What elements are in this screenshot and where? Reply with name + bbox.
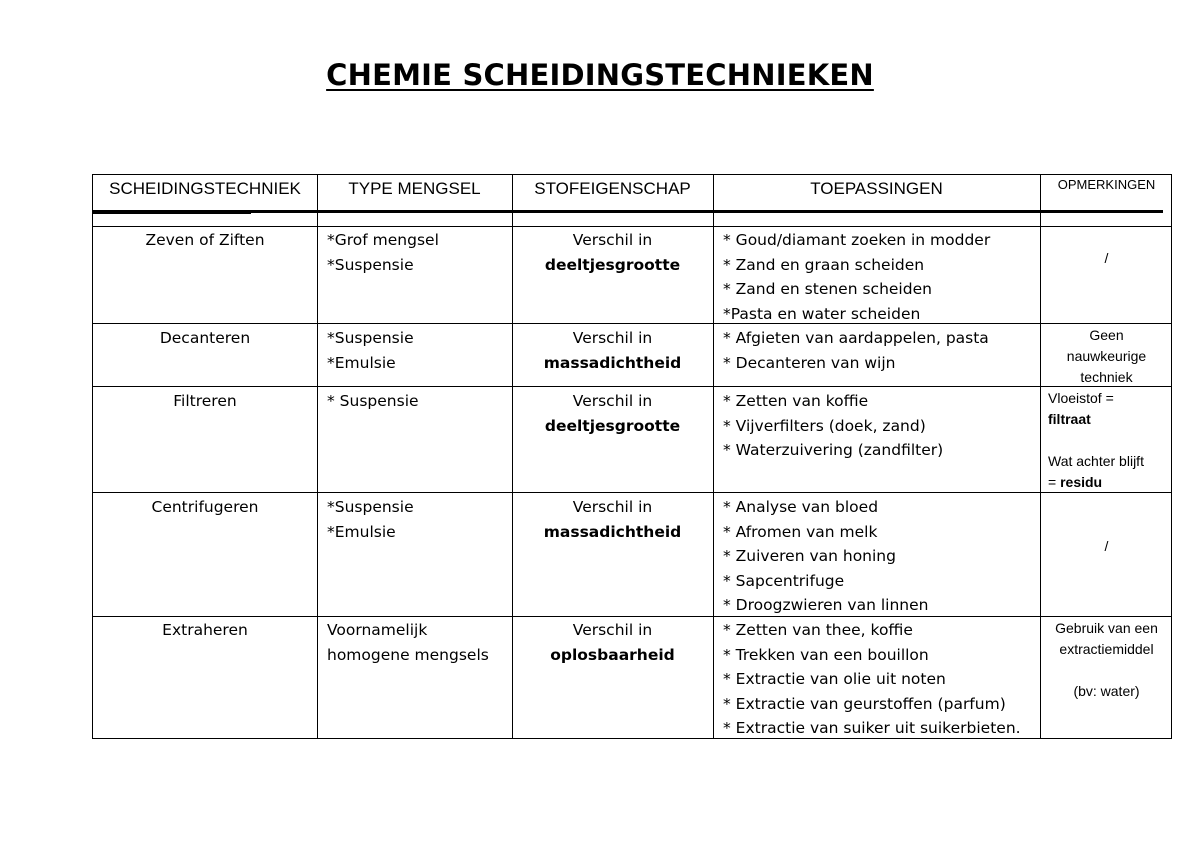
row-3-opmerking: [1042, 388, 1175, 493]
toepassing-item: * Afromen van melk: [723, 522, 878, 541]
column-divider: [317, 175, 318, 738]
toepassing-item: * Droogzwieren van linnen: [723, 596, 929, 614]
header-underline: [93, 210, 1163, 213]
toepassing-item: * Sapcentrifuge: [723, 571, 845, 590]
toepassing-item: * Vijverfilters (doek, zand): [723, 416, 926, 435]
row-2-opmerking: [1040, 325, 1173, 388]
row-4-type: [321, 495, 516, 544]
row-5-techniek: Extraheren: [162, 621, 248, 639]
toepassing-item: * Trekken van een bouillon: [723, 645, 929, 664]
row-1-techniek: Zeven of Ziften: [145, 231, 265, 249]
row-2-toepassingen: [717, 326, 1044, 375]
header-toepassingen: TOEPASSINGEN: [810, 179, 943, 198]
opmerking-bold: residu: [1060, 474, 1103, 490]
column-divider: [713, 175, 714, 738]
row-5-eigenschap: [512, 618, 713, 667]
toepassing-item: * Extractie van geurstoffen (parfum): [723, 694, 1006, 713]
row-5-toepassingen: [717, 618, 1044, 741]
opmerking-line: (bv: water): [1073, 683, 1140, 699]
header-opmerkingen: OPMERKINGEN: [1057, 177, 1156, 192]
row-4-opmerking: /: [1104, 538, 1109, 554]
row-5-opmerking: [1040, 618, 1173, 702]
eigenschap-value: deeltjesgrootte: [544, 255, 681, 274]
opmerking-line: [1048, 472, 1169, 493]
toepassing-item: * Afgieten van aardappelen, pasta: [723, 329, 989, 347]
toepassing-item: * Zetten van thee, koffie: [723, 621, 913, 639]
eigenschap-value: massadichtheid: [543, 353, 682, 372]
type-item: homogene mengsels: [327, 645, 489, 664]
type-item: *Suspensie: [327, 329, 414, 347]
opmerking-line: filtraat: [1048, 411, 1091, 427]
eigenschap-prefix: Verschil in: [572, 498, 653, 516]
row-4-techniek: Centrifugeren: [151, 498, 259, 516]
header-scheidingstechniek: SCHEIDINGSTECHNIEK: [109, 179, 301, 198]
row-1-eigenschap: [512, 228, 713, 277]
toepassing-item: * Zuiveren van honing: [723, 547, 896, 565]
opmerking-line: extractiemiddel: [1059, 641, 1154, 657]
toepassing-item: *Pasta en water scheiden: [723, 304, 921, 323]
opmerking-line: Geen: [1089, 327, 1124, 343]
opmerking-prefix: =: [1048, 474, 1061, 490]
row-3-type: [321, 389, 516, 414]
opmerking-line: Wat achter blijft: [1048, 453, 1144, 469]
header-stofeigenschap: STOFEIGENSCHAP: [534, 179, 691, 198]
row-2-type: [321, 326, 516, 375]
row-4-eigenschap: [512, 495, 713, 544]
row-3-eigenschap: [512, 389, 713, 438]
toepassing-item: * Zand en graan scheiden: [723, 255, 925, 274]
eigenschap-prefix: Verschil in: [572, 231, 653, 249]
type-item: *Emulsie: [327, 522, 396, 541]
opmerking-spacer: [1048, 430, 1169, 451]
row-1-opmerking: /: [1104, 250, 1109, 266]
toepassing-item: * Analyse van bloed: [723, 498, 879, 516]
row-divider: [93, 492, 1171, 493]
row-1-toepassingen: [717, 228, 1044, 326]
type-item: *Suspensie: [327, 255, 414, 274]
opmerking-line: Gebruik van een: [1055, 620, 1158, 636]
row-2-eigenschap: [512, 326, 713, 375]
type-item: *Grof mengsel: [327, 231, 439, 249]
toepassing-item: * Waterzuivering (zandfilter): [723, 441, 944, 459]
toepassing-item: * Goud/diamant zoeken in modder: [723, 231, 991, 249]
row-3-techniek: Filtreren: [173, 392, 237, 410]
type-item: *Emulsie: [327, 353, 396, 372]
opmerking-spacer: [1046, 660, 1167, 681]
toepassing-item: * Zetten van koffie: [723, 392, 869, 410]
row-1-type: [321, 228, 516, 277]
row-4-toepassingen: [717, 495, 1044, 618]
row-3-toepassingen: [717, 389, 1044, 463]
row-5-type: [321, 618, 516, 667]
header-type-mengsel: TYPE MENGSEL: [348, 179, 481, 198]
eigenschap-value: massadichtheid: [543, 522, 682, 541]
opmerking-line: techniek: [1080, 369, 1133, 385]
eigenschap-prefix: Verschil in: [572, 621, 653, 639]
type-item: * Suspensie: [327, 392, 419, 410]
opmerking-line: Vloeistof =: [1048, 390, 1114, 406]
header-divider: [93, 226, 1171, 227]
page-title: CHEMIE SCHEIDINGSTECHNIEKEN: [326, 58, 874, 92]
toepassing-item: * Decanteren van wijn: [723, 353, 896, 372]
eigenschap-value: deeltjesgrootte: [544, 416, 681, 435]
separation-techniques-table: [92, 174, 1172, 739]
type-item: *Suspensie: [327, 498, 414, 516]
eigenschap-prefix: Verschil in: [572, 329, 653, 347]
type-item: Voornamelijk: [327, 621, 428, 639]
eigenschap-prefix: Verschil in: [572, 392, 653, 410]
row-2-techniek: Decanteren: [159, 329, 251, 347]
toepassing-item: * Extractie van olie uit noten: [723, 670, 946, 688]
row-divider: [93, 386, 1171, 387]
toepassing-item: * Zand en stenen scheiden: [723, 280, 932, 298]
opmerking-line: nauwkeurige: [1066, 348, 1147, 364]
eigenschap-value: oplosbaarheid: [550, 645, 675, 664]
toepassing-item: * Extractie van suiker uit suikerbieten.: [723, 719, 1021, 737]
